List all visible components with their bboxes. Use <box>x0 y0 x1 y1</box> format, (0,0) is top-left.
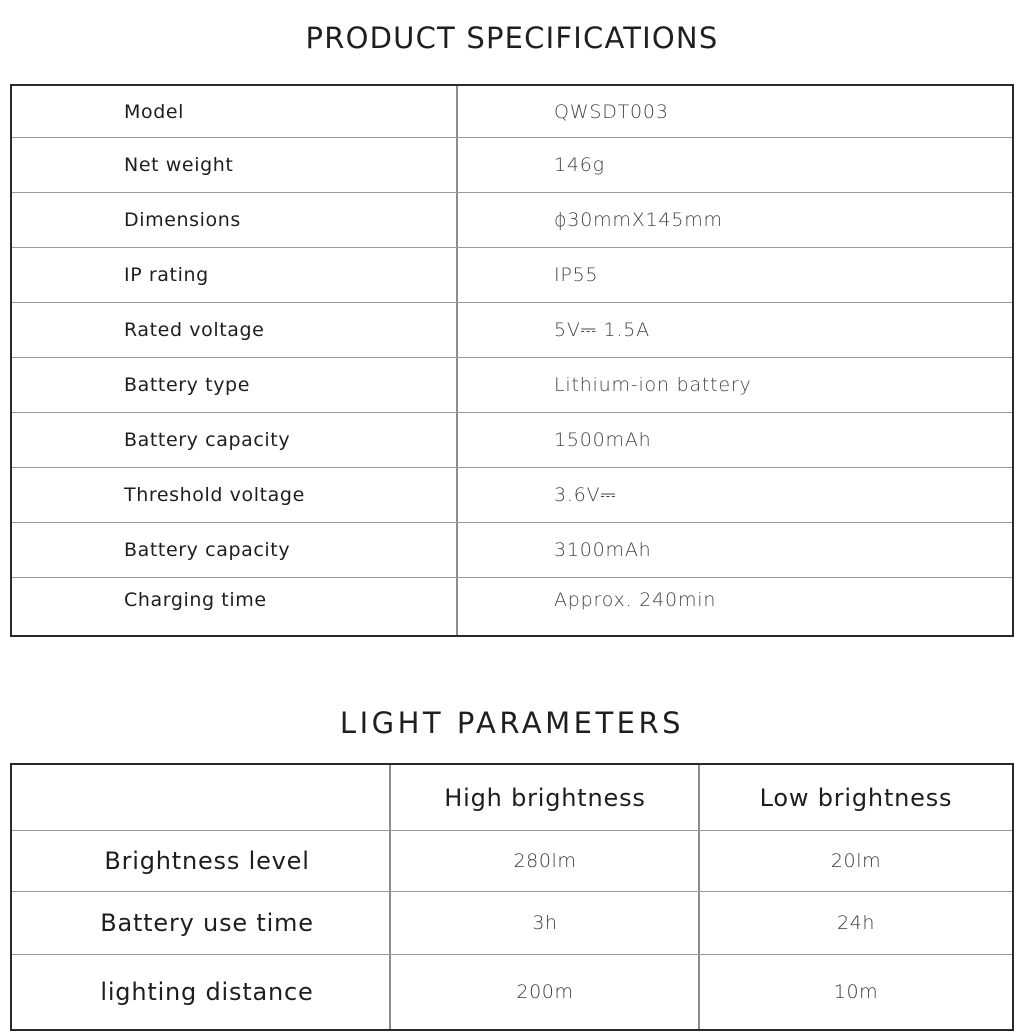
light-header-row <box>12 765 1012 831</box>
light-row-battery-use-time <box>12 892 1012 955</box>
light-row-label: Brightness level <box>104 847 310 875</box>
spec-value: QWSDT003 <box>554 100 669 123</box>
header-low-brightness: Low brightness <box>759 783 953 812</box>
high-value: 280lm <box>513 850 577 872</box>
light-row-brightness-level <box>12 831 1012 892</box>
spec-row-battery-type <box>12 358 1012 413</box>
spec-table <box>10 84 1014 637</box>
spec-row-rated-voltage <box>12 303 1012 358</box>
high-value: 200m <box>516 981 574 1003</box>
spec-value: 3.6V⎓ <box>554 484 617 506</box>
light-row-lighting-distance <box>12 955 1012 1029</box>
spec-label: Battery type <box>124 374 251 396</box>
spec-value: Approx. 240min <box>554 588 717 611</box>
spec-label: Dimensions <box>124 209 241 231</box>
low-value: 10m <box>833 981 879 1003</box>
spec-label: Battery capacity <box>124 429 291 451</box>
light-row-label: Battery use time <box>100 909 314 937</box>
spec-row-dimensions <box>12 193 1012 248</box>
spec-label: Net weight <box>124 154 234 176</box>
spec-value: IP55 <box>554 264 599 286</box>
header-empty-cell <box>12 765 402 830</box>
header-high-brightness: High brightness <box>444 783 646 812</box>
spec-value: Lithium-ion battery <box>554 374 752 396</box>
spec-label: Rated voltage <box>124 319 265 341</box>
light-row-label: lighting distance <box>100 978 314 1006</box>
spec-value: ϕ30mmX145mm <box>554 209 723 231</box>
spec-label: Threshold voltage <box>124 484 305 506</box>
spec-row-charging-time <box>12 578 1012 635</box>
spec-row-threshold-voltage <box>12 468 1012 523</box>
spec-value: 146g <box>554 154 605 176</box>
spec-label: IP rating <box>124 264 209 286</box>
spec-value: 5V⎓ 1.5A <box>554 319 650 341</box>
spec-row-net-weight <box>12 138 1012 193</box>
spec-label: Model <box>124 100 185 123</box>
spec-label: Battery capacity <box>124 539 291 561</box>
spec-row-battery-capacity <box>12 413 1012 468</box>
spec-title: PRODUCT SPECIFICATIONS <box>305 21 719 56</box>
low-value: 24h <box>836 912 876 934</box>
high-value: 3h <box>532 912 558 934</box>
spec-row-battery-capacity-2 <box>12 523 1012 578</box>
light-title: LIGHT PARAMETERS <box>339 706 685 741</box>
low-value: 20lm <box>830 850 882 872</box>
spec-value: 1500mAh <box>554 429 652 451</box>
spec-label: Charging time <box>124 588 267 611</box>
spec-row-ip-rating <box>12 248 1012 303</box>
spec-value: 3100mAh <box>554 539 652 561</box>
light-table <box>10 763 1014 1031</box>
spec-row-model <box>12 86 1012 138</box>
